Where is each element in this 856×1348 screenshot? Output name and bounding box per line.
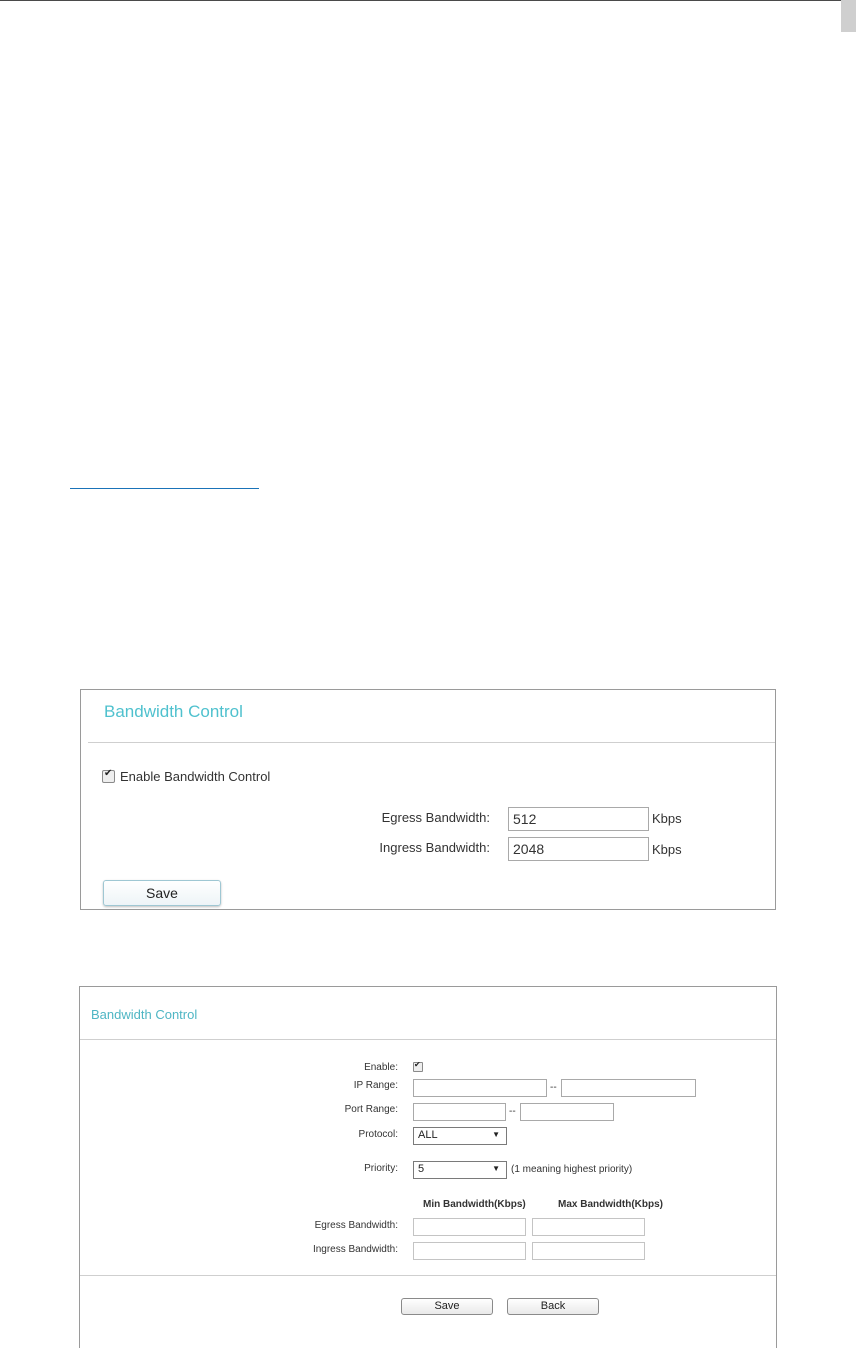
min-bandwidth-header: Min Bandwidth(Kbps) (423, 1199, 526, 1210)
protocol-select[interactable] (413, 1127, 507, 1145)
bandwidth-control-panel-rule (79, 986, 777, 1348)
ip-range-separator: -- (550, 1082, 557, 1093)
priority-select[interactable] (413, 1161, 507, 1179)
enable-label: Enable: (364, 1062, 398, 1073)
triangle-down-icon: ▼ (492, 1164, 500, 1173)
panel-title: Bandwidth Control (91, 1007, 198, 1022)
back-button[interactable]: Back (507, 1298, 599, 1315)
port-range-label: Port Range: (344, 1104, 398, 1115)
enable-bandwidth-control-row[interactable] (102, 769, 270, 784)
save-button[interactable]: Save (103, 880, 221, 906)
ip-range-label: IP Range: (353, 1080, 398, 1091)
page-edge-tab (841, 0, 856, 32)
port-range-separator: -- (509, 1106, 516, 1117)
ingress-bandwidth-label: Ingress Bandwidth: (312, 1244, 398, 1255)
priority-label: Priority: (364, 1163, 398, 1174)
panel-title: Bandwidth Control (104, 702, 243, 721)
port-range-end-input[interactable] (520, 1103, 614, 1121)
protocol-label: Protocol: (358, 1129, 398, 1140)
bandwidth-control-panel-basic (80, 689, 776, 910)
max-bandwidth-header: Max Bandwidth(Kbps) (558, 1199, 663, 1210)
enable-bandwidth-control-checkbox[interactable] (102, 770, 115, 783)
hyperlink-underline[interactable] (70, 488, 259, 489)
ingress-unit: Kbps (652, 842, 682, 857)
ingress-bandwidth-input[interactable]: 2048 (508, 837, 649, 861)
egress-bandwidth-input[interactable]: 512 (508, 807, 649, 831)
ingress-bandwidth-label: Ingress Bandwidth: (379, 840, 490, 855)
save-button[interactable]: Save (401, 1298, 493, 1315)
protocol-selected-value: ALL (418, 1129, 438, 1141)
top-rule (0, 0, 856, 1)
panel-divider-top (80, 1039, 776, 1040)
ingress-max-bandwidth-input[interactable] (532, 1242, 645, 1260)
priority-note: (1 meaning highest priority) (511, 1164, 633, 1175)
egress-unit: Kbps (652, 811, 682, 826)
panel-divider-bottom (80, 1275, 776, 1276)
priority-selected-value: 5 (418, 1163, 425, 1175)
panel-divider (88, 742, 775, 743)
triangle-down-icon: ▼ (492, 1130, 500, 1139)
egress-max-bandwidth-input[interactable] (532, 1218, 645, 1236)
egress-bandwidth-label: Egress Bandwidth: (381, 810, 490, 825)
ingress-min-bandwidth-input[interactable] (413, 1242, 526, 1260)
ip-range-end-input[interactable] (561, 1079, 696, 1097)
ip-range-start-input[interactable] (413, 1079, 547, 1097)
egress-bandwidth-label: Egress Bandwidth: (314, 1220, 398, 1231)
enable-bandwidth-control-label: Enable Bandwidth Control (120, 769, 271, 784)
egress-min-bandwidth-input[interactable] (413, 1218, 526, 1236)
enable-checkbox[interactable] (413, 1062, 423, 1072)
port-range-start-input[interactable] (413, 1103, 506, 1121)
